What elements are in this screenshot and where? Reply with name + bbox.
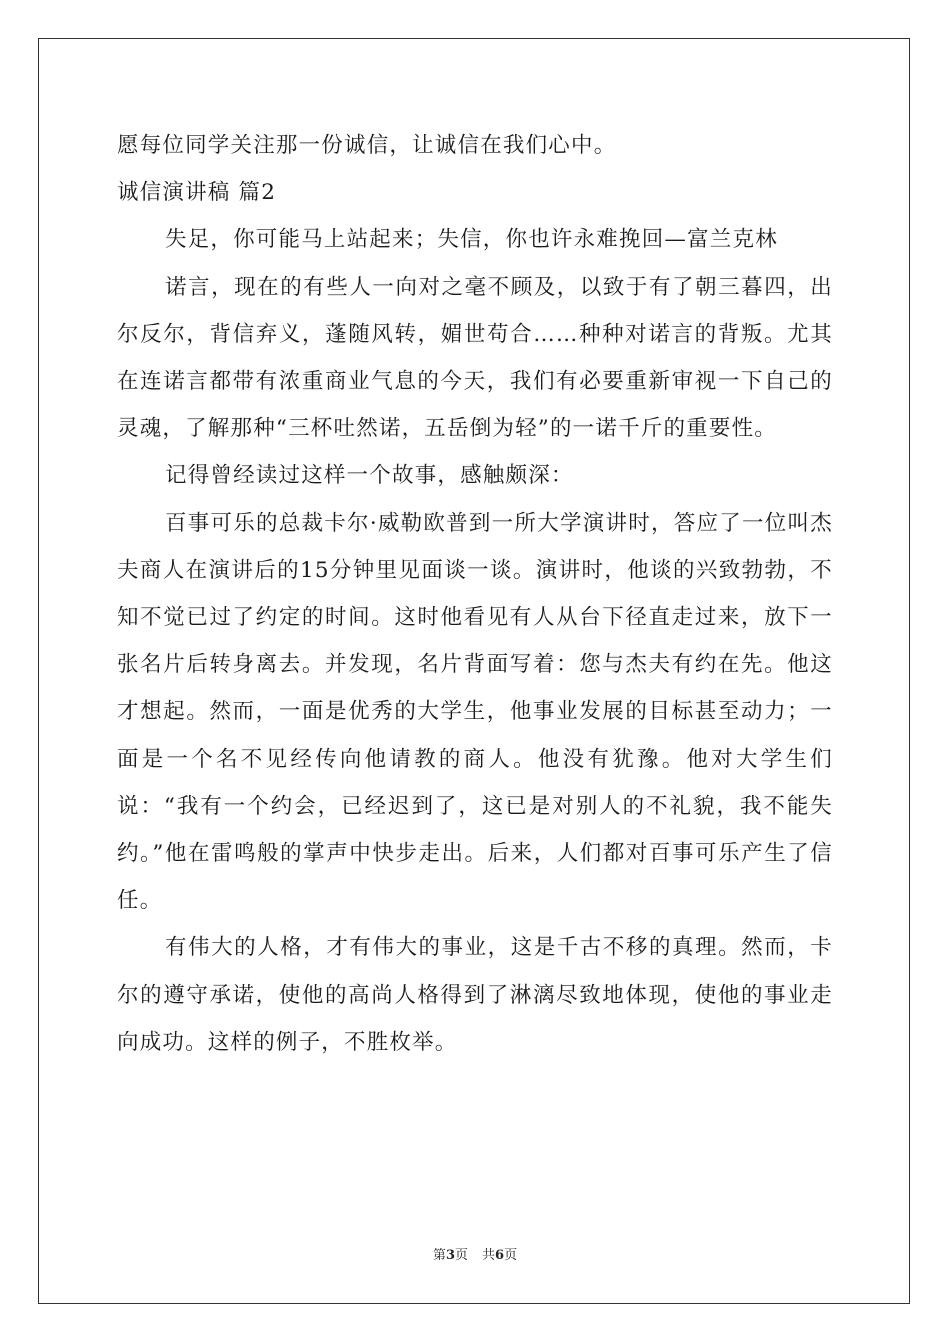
paragraph-promise: 诺言，现在的有些人一向对之毫不顾及，以致于有了朝三暮四，出尔反尔，背信弃义，蓬随风转，媚世苟合……种种对诺言的背叛。尤其在连诺言都带有浓重商业气息的今天，我们有必要重新审视一下自己的灵魂，了解那种“三杯吐然诺，五岳倒为轻”的一诺千斤的重要性。 [117, 274, 833, 442]
paragraph-story-intro: 记得曾经读过这样一个故事，感触颇深： [165, 463, 574, 489]
page-prefix: 第 [432, 1248, 446, 1263]
document-body [117, 122, 833, 1066]
paragraph-story: 百事可乐的总裁卡尔·威勒欧普到一所大学演讲时，答应了一位叫杰夫商人在演讲后的15分钟里见面谈一谈。演讲时，他谈的兴致勃勃，不知不觉已过了约定的时间。这时他看见有人从台下径直走过来，放下一张名片后转身离去。并发现，名片背面写着：您与杰夫有约在先。他这才想起。然而，一面是优秀的大学生，他事业发展的目标甚至动力；一面是一个名不见经传向他请教的商人。他没有犹豫。他对大学生们说：“我有一个约会，已经迟到了，这已是对别人的不礼貌，我不能失约。”他在雷鸣般的掌声中快步走出。后来，人们都对百事可乐产生了信任。 [117, 510, 833, 914]
total-suffix: 页 [504, 1248, 518, 1263]
page-footer [0, 1244, 950, 1263]
section-heading: 诚信演讲稿 篇2 [117, 180, 277, 206]
paragraph-conclusion: 有伟大的人格，才有伟大的事业，这是千古不移的真理。然而，卡尔的遵守承诺，使他的高尚人格得到了淋漓尽致地体现，使他的事业走向成功。这样的例子，不胜枚举。 [117, 935, 833, 1055]
total-pages: 6 [495, 1248, 505, 1263]
paragraph-closing: 愿每位同学关注那一份诚信，让诚信在我们心中。 [117, 133, 617, 158]
page-number: 3 [445, 1248, 455, 1263]
total-prefix: 共 [482, 1248, 496, 1263]
paragraph-quote: 失足，你可能马上站起来；失信，你也许永难挽回—富兰克林 [165, 227, 778, 253]
page-suffix: 页 [454, 1248, 468, 1263]
